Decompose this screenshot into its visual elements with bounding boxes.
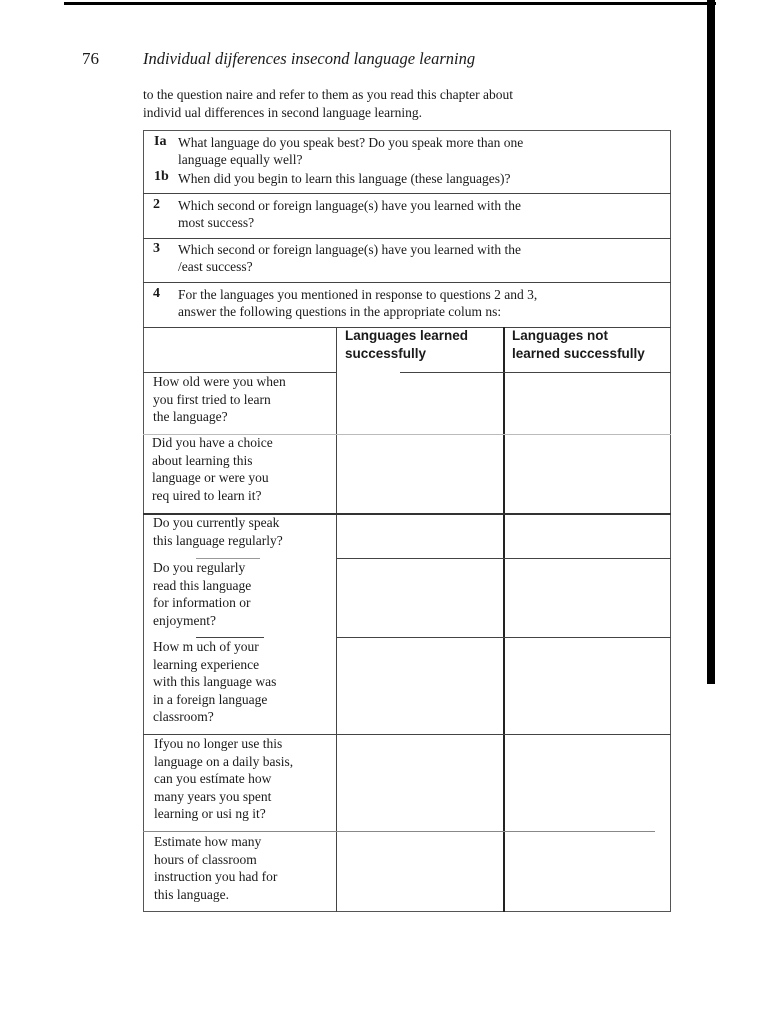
column-header-learned-successfully: Languages learned successfully bbox=[345, 328, 469, 361]
row-divider bbox=[143, 831, 655, 832]
row-label-speak-regularly: Do you currently speak this language regularly? bbox=[153, 515, 283, 548]
intro-line: to the question naire and refer to them as you read this chapter about bbox=[143, 87, 513, 102]
column-header-not-learned-successfully: Languages not learned successfully bbox=[512, 328, 645, 361]
row-label-age-first-tried: How old were you when you first tried to learn the language? bbox=[153, 374, 286, 424]
column-divider bbox=[503, 327, 505, 912]
question-number-2: 2 bbox=[153, 197, 160, 212]
question-3-text: Which second or foreign language(s) have you learned with the /east success? bbox=[178, 242, 521, 274]
row-divider bbox=[503, 372, 671, 373]
divider bbox=[143, 282, 671, 283]
row-divider bbox=[400, 372, 503, 373]
row-label-hours-instruction: Estimate how many hours of classroom instruction you had for this language. bbox=[154, 834, 278, 902]
row-label-choice-or-required: Did you have a choice about learning this language or were you req uired to learn it? bbox=[152, 435, 273, 503]
column-divider bbox=[336, 327, 337, 912]
question-number-1b: 1b bbox=[154, 169, 169, 184]
top-rule bbox=[64, 2, 716, 5]
question-1b-text: When did you begin to learn this language (these languages)? bbox=[178, 171, 511, 186]
row-divider bbox=[336, 637, 671, 638]
question-number-1a: Ia bbox=[154, 134, 167, 149]
row-label-read-regularly: Do you regularly read this language for information or enjoyment? bbox=[153, 560, 252, 628]
running-title: Individual dijferences insecond language learning bbox=[143, 49, 476, 68]
question-2-text: Which second or foreign language(s) have you learned with the most success? bbox=[178, 198, 521, 230]
question-number-3: 3 bbox=[153, 241, 160, 256]
page-number: 76 bbox=[82, 49, 99, 68]
row-divider bbox=[336, 558, 671, 559]
right-margin-bar bbox=[707, 0, 715, 684]
row-label-classroom-experience: How m uch of your learning experience with this language was in a foreign language classroom? bbox=[153, 639, 277, 724]
divider bbox=[143, 193, 671, 194]
intro-paragraph bbox=[143, 86, 623, 121]
question-number-4: 4 bbox=[153, 286, 160, 301]
question-4-text: For the languages you mentioned in response to questions 2 and 3, answer the following questions in the appropriate colum ns: bbox=[178, 287, 538, 319]
question-1a-text: What language do you speak best? Do you speak more than one language equally well? bbox=[178, 135, 524, 167]
divider bbox=[143, 238, 671, 239]
intro-line: individ ual differences in second language learning. bbox=[143, 104, 423, 120]
row-label-years-spent: Ifyou no longer use this language on a daily basis, can you estímate how many years you spent learning or usi ng it? bbox=[154, 736, 294, 821]
